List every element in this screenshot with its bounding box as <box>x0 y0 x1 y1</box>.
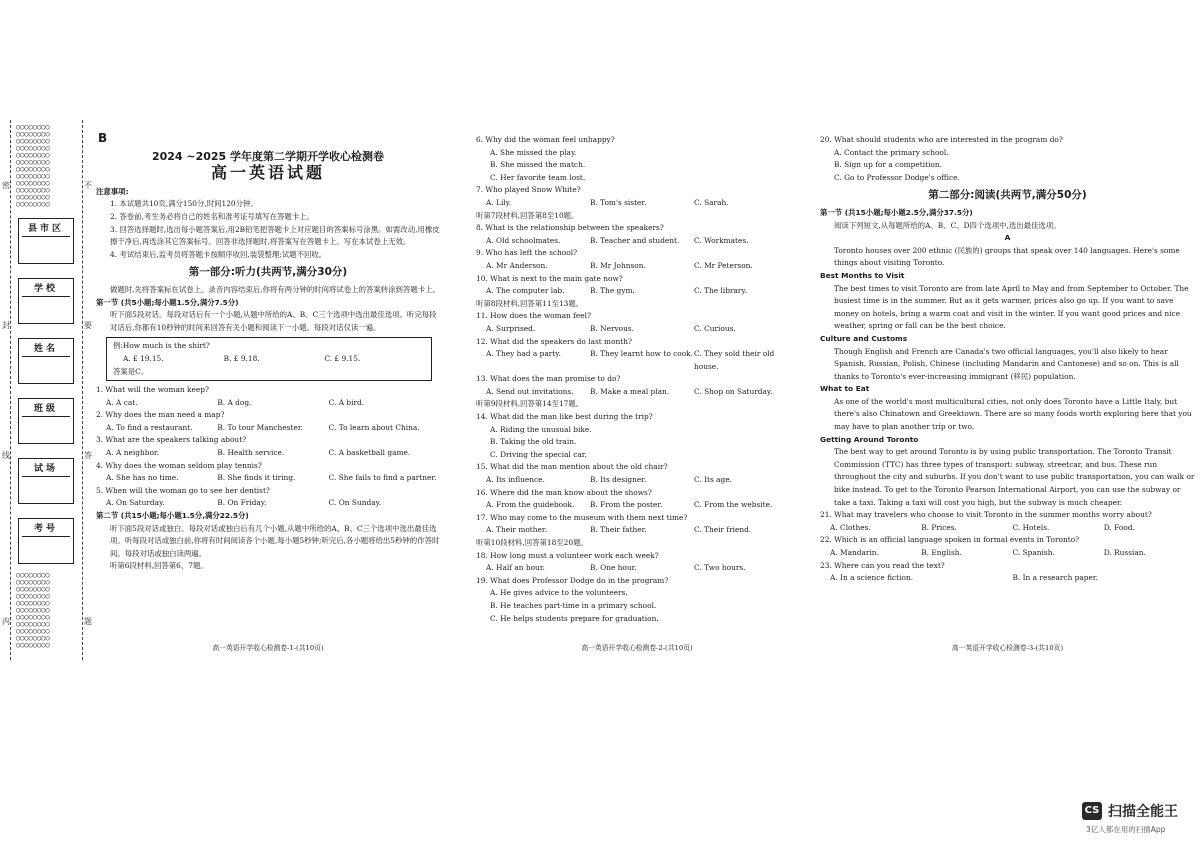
option: A. Old schoolmates. <box>486 235 561 245</box>
options-row <box>476 499 798 512</box>
page-1-footer: 高一英语开学收心检测卷-1-(共10页) <box>212 644 324 652</box>
option: A. He gives advice to the volunteers. <box>490 588 628 598</box>
option: C. The library. <box>694 286 747 296</box>
version-mark: B <box>98 131 108 145</box>
question-2: 2. Why does the man need a map? <box>96 410 225 420</box>
question-5: 5. When will the woman go to see her dentist? <box>96 485 270 495</box>
binding-dashed-line-inner <box>82 120 83 660</box>
question-line: 14. What did the man like best during the trip? <box>476 412 653 422</box>
note-item: 2. 答卷前,考生务必将自己的姓名和准考证号填写在答题卡上。 <box>110 211 314 221</box>
answer-bubbles-top: ○○○○○○○○ ○○○○○○○○ ○○○○○○○○ ○○○○○○○○ ○○○○○○○○ ○○○○○○○○ ○○○○○○○○ ○○○○○○○○ ○○○○○○○○ ○○○○○○○○ ○○○○○○○○ ○○○○○○○○ <box>16 124 50 208</box>
name-box <box>18 338 74 384</box>
passage-paragraph: The best way to get around Toronto is by using public transportation. The Toronto Transit Commission (TTC) has three types of transport: subway, streetcar, and bus. These run throughout the city and suburbs. If you don't want to use public transportation, you can walk or bike instead. To get to the Toronto Pearson International Airport, you can use the subway or take a taxi. Taking a taxi will cost you high, but the subway is much cheaper. <box>834 447 1195 507</box>
option: B. Sign up for a competition. <box>834 160 942 170</box>
question-20: 20. What should students who are interested in the program do? <box>820 135 1063 144</box>
question-22-options <box>820 547 1195 560</box>
example-answer: 答案是C。 <box>113 366 149 376</box>
option: C. Its age. <box>694 475 732 485</box>
passage-heading: What to Eat <box>820 384 870 394</box>
answer-bubbles-bottom: ○○○○○○○○ ○○○○○○○○ ○○○○○○○○ ○○○○○○○○ ○○○○○○○○ ○○○○○○○○ ○○○○○○○○ ○○○○○○○○ ○○○○○○○○ ○○○○○○○○ ○○○○○○○○ <box>16 572 50 649</box>
option: B. Prices. <box>921 522 957 532</box>
question-line: 11. How does the woman feel? <box>476 311 591 321</box>
class-box <box>18 398 74 444</box>
option: C. From the website. <box>694 500 773 510</box>
name-label: 姓名 <box>33 344 58 354</box>
binding-strip <box>0 120 92 660</box>
section-2-intro: 听下面5段对话或独白。每段对话或独白后有几个小题,从题中所给的A、B、C三个选项中选出最佳选项。听每段对话或独白前,你将有时间阅读各个小题,每小题5秒钟;听完后,各小题将给出5秒钟的作答时间。每段对话或独白读两遍。 <box>110 523 440 558</box>
options-row <box>476 524 798 537</box>
page-3-column <box>820 135 1195 585</box>
question-23: 23. Where can you read the text? <box>820 560 945 570</box>
question-21: 21. What may travelers who choose to visit Toronto in the summer months worry about? <box>820 510 1152 520</box>
option: B. Its designer. <box>590 475 647 485</box>
option: A. The computer lab. <box>486 286 565 296</box>
passage-label: A <box>1004 233 1011 243</box>
question-line: 听第10段材料,回答第18至20题。 <box>476 538 588 547</box>
part-2-title: 第二部分:阅读(共两节,满分50分) <box>928 189 1087 202</box>
question-21-options <box>820 522 1195 535</box>
options-row <box>476 235 798 248</box>
question-line: 10. What is next to the main gate now? <box>476 273 623 283</box>
option: B. On Friday. <box>217 498 267 508</box>
option: B. She missed the match. <box>490 160 586 170</box>
exam-room-box <box>18 458 74 504</box>
option: C. She fails to find a partner. <box>328 473 437 483</box>
question-line: 9. Who has left the school? <box>476 248 578 258</box>
seal-mark-1: 密 <box>2 181 10 190</box>
option: B. Their father. <box>590 525 647 535</box>
exam-title: 2024 ~2025 学年度第二学期开学收心检测卷 <box>151 149 385 163</box>
part-1-intro: 做题时,先将答案标在试卷上。录音内容结束后,你将有两分钟的时间将试卷上的答案转涂到答题卡上。 <box>110 284 440 294</box>
question-22: 22. Which is an official language spoken in formal events in Toronto? <box>820 535 1080 545</box>
option: C. Shop on Saturday. <box>694 386 773 396</box>
option: C. Their friend. <box>694 525 752 535</box>
section-1-intro: 听下面5段对话。每段对话后有一个小题,从题中所给的A、B、C三个选项中选出最佳选项。听完每段对话后,你都有10秒钟的时间来回答有关小题和阅读下一小题。每段对话仅读一遍。 <box>110 310 437 332</box>
option: A. Mr Anderson. <box>486 260 548 270</box>
option: A. Lily. <box>486 197 512 207</box>
question-line: 6. Why did the woman feel unhappy? <box>476 135 615 144</box>
option: B. They learnt how to cook. <box>590 349 693 359</box>
passage-paragraph: The best times to visit Toronto are from late April to May and from September to October. The busiest time is in the summer. But as it gets warmer, prices also go up. If you want to save money on hotels, bring a warm coat and visit in the winter. If you want good prices and nice weather, spring or fall can be the best choice. <box>834 283 1189 331</box>
question-line: 7. Who played Snow White? <box>476 185 581 195</box>
option: B. He teaches part-time in a primary school. <box>490 600 657 610</box>
option: B. One hour. <box>590 563 637 573</box>
exam-number-label: 考号 <box>33 524 58 534</box>
option: B. To tour Manchester. <box>217 422 303 432</box>
options-row <box>476 323 798 336</box>
question-4: 4. Why does the woman seldom play tennis? <box>96 460 262 470</box>
options-row <box>476 474 798 487</box>
seal-mark-8: 题 <box>84 617 92 626</box>
county-box <box>18 218 74 264</box>
seal-mark-3: 线 <box>2 451 10 460</box>
reading-section-1-title: 第一节 (共15小题;每小题2.5分,满分37.5分) <box>820 207 973 217</box>
question-1-options <box>96 397 440 410</box>
question-line: 听第8段材料,回答第11至13题。 <box>476 298 584 308</box>
option: B. From the poster. <box>590 500 663 510</box>
option: A. A cat. <box>106 397 138 407</box>
options-row <box>476 562 798 575</box>
option: C. He helps students prepare for graduation. <box>490 613 659 623</box>
option: B. Tom's sister. <box>590 197 647 207</box>
option: C. Mr Peterson. <box>694 260 753 270</box>
option: D. Russian. <box>1103 548 1146 557</box>
passage-heading: Best Months to Visit <box>820 270 905 280</box>
option: C. Driving the special car. <box>490 449 587 459</box>
notes-title: 注意事项: <box>96 186 129 196</box>
seal-mark-2: 封 <box>2 321 10 330</box>
option: B. A dog. <box>217 397 252 407</box>
county-label: 县市区 <box>27 224 64 234</box>
brand-tagline: 3亿人都在用的扫描App <box>1086 825 1166 834</box>
example-option: C. £ 9.15. <box>324 353 361 363</box>
question-line: 19. What does Professor Dodge do in the program? <box>476 575 669 585</box>
option: A. On Saturday. <box>106 498 165 508</box>
seal-mark-4: 内 <box>2 617 10 626</box>
question-line: 听第7段材料,回答第8至10题。 <box>476 210 579 220</box>
option: C. A bird. <box>328 397 365 407</box>
option: A. In a science fiction. <box>830 573 914 583</box>
seal-mark-5: 不 <box>84 181 92 190</box>
option: A. To find a restaurant. <box>106 422 193 432</box>
option: A. Mandarin. <box>830 548 879 557</box>
note-item: 3. 回答选择题时,选出每小题答案后,用2B铅笔把答题卡上对应题目的答案标号涂黑。如需改动,用橡皮擦干净后,再选涂其它答案标号。回答非选择题时,将答案写在答题卡上。写在本试卷上无效。 <box>110 224 440 247</box>
options-row <box>476 260 798 273</box>
reading-section-1-intro: 阅读下列短文,从每题所给的A、B、C、D四个选项中,选出最佳选项。 <box>834 220 1061 230</box>
binding-dashed-line <box>10 120 11 660</box>
option: C. Go to Professor Dodge's office. <box>834 172 960 182</box>
seal-mark-7: 答 <box>84 451 92 460</box>
note-item: 1. 本试题共10页,满分150分,时间120分钟。 <box>110 199 258 209</box>
part-1-title: 第一部分:听力(共两节,满分30分) <box>188 266 348 279</box>
option: A. A neighbor. <box>106 448 159 458</box>
option: A. She missed the play. <box>490 147 577 157</box>
option: C. On Sunday. <box>328 498 382 508</box>
option: A. From the guidebook. <box>486 500 575 510</box>
question-line: 13. What does the man promise to do? <box>476 374 621 384</box>
brand-name: 扫描全能王 <box>1108 804 1178 820</box>
question-line: 18. How long must a volunteer work each week? <box>476 550 659 560</box>
options-row <box>476 197 798 210</box>
school-box <box>18 278 74 324</box>
question-2-options <box>96 422 440 435</box>
option: A. She has no time. <box>106 473 179 483</box>
option: A. Contact the primary school. <box>834 147 949 157</box>
question-23-options <box>820 572 1195 585</box>
scanner-watermark <box>1082 800 1194 840</box>
options-row <box>476 285 798 298</box>
option: B. She finds it tiring. <box>217 473 296 483</box>
option: B. Teacher and student. <box>590 235 680 245</box>
option: B. Nervous. <box>590 323 635 333</box>
exam-number-box <box>18 518 74 564</box>
question-line: 16. Where did the man know about the shows? <box>476 487 652 497</box>
passage-paragraph: As one of the world's most multicultural cities, not only does Toronto have a Little Italy, but there's also Chinatown and Greektown. There are so many foods worth exploring here that you may have to plan another trip or two. <box>834 396 1192 432</box>
example-options <box>113 353 425 366</box>
option: B. Taking the old train. <box>490 437 577 447</box>
seal-mark-6: 要 <box>84 321 92 330</box>
example-option: A. £ 19.15. <box>123 353 164 363</box>
option: A. Their mother. <box>486 525 547 535</box>
question-5-options <box>96 497 440 510</box>
passage-heading: Getting Around Toronto <box>820 434 919 444</box>
option: C. Two hours. <box>694 563 746 573</box>
option: C. They sold their old house. <box>694 349 775 371</box>
option: C. Hotels. <box>1012 522 1050 532</box>
option: A. Surprised. <box>486 323 536 333</box>
question-4-options <box>96 472 440 485</box>
question-line: 15. What did the man mention about the old chair? <box>476 462 668 472</box>
example-option: B. £ 9.18. <box>223 353 260 363</box>
option: A. They had a party. <box>486 349 561 359</box>
passage-paragraph: Though English and French are Canada's two official languages, you'll also likely to hear Spanish, Russian, Polish, Chinese (including Mandarin and Cantonese) and so on. This is all thanks to Toronto's ever-increasing immigrant (移民) population. <box>834 346 1179 381</box>
option: C. To learn about China. <box>328 422 420 432</box>
option: D. Food. <box>1103 522 1135 532</box>
example-question: 例:How much is the shirt? <box>113 341 210 351</box>
options-row <box>476 386 798 399</box>
note-item: 4. 考试结束后,监考员将答题卡按顺序收回,装袋整理;试题不回收。 <box>110 249 327 259</box>
question-line: 17. Who may come to the museum with them next time? <box>476 512 688 522</box>
question-line: 12. What did the speakers do last month? <box>476 336 632 346</box>
option: B. The gym. <box>590 286 635 296</box>
option: A. Half an hour. <box>486 563 545 573</box>
option: B. Make a meal plan. <box>590 386 670 396</box>
passage-heading: Culture and Customs <box>820 333 908 343</box>
option: A. Clothes. <box>830 522 871 532</box>
section-1-title: 第一节 (共5小题;每小题1.5分,满分7.5分) <box>96 297 239 307</box>
option: C. Sarah. <box>694 197 729 207</box>
option: C. Her favorite team lost. <box>490 172 586 182</box>
question-line: 听第9段材料,回答第14至17题。 <box>476 399 584 409</box>
example-box <box>106 337 432 381</box>
camscanner-logo-icon: CS <box>1082 802 1102 820</box>
page-2-footer: 高一英语开学收心检测卷-2-(共10页) <box>581 644 693 652</box>
option: C. Curious. <box>694 323 736 333</box>
option: C. Spanish. <box>1012 548 1055 557</box>
question-line: 8. What is the relationship between the speakers? <box>476 223 664 233</box>
question-3: 3. What are the speakers talking about? <box>96 435 247 445</box>
page-1-column <box>96 131 440 573</box>
option: B. Health service. <box>217 448 285 458</box>
options-row <box>476 348 798 373</box>
option: A. Send out invitations. <box>486 386 574 396</box>
passage-paragraph: Toronto houses over 200 ethnic (民族的) groups that speak over 140 languages. Here's some things about visiting Toronto. <box>834 245 1180 268</box>
question-1: 1. What will the woman keep? <box>96 385 209 395</box>
page-3-footer: 高一英语开学收心检测卷-3-(共10页) <box>951 644 1064 652</box>
class-label: 班级 <box>33 404 58 414</box>
option: C. A basketball game. <box>328 448 411 458</box>
option: B. English. <box>921 548 962 557</box>
listening-material-6: 听第6段材料,回答第6、7题。 <box>110 561 208 571</box>
section-2-title: 第二节 (共15小题;每小题1.5分,满分22.5分) <box>96 511 249 521</box>
school-label: 学校 <box>33 284 58 294</box>
exam-room-label: 试场 <box>33 464 58 474</box>
option: C. Workmates. <box>694 235 749 245</box>
option: A. Riding the unusual bike. <box>490 424 592 434</box>
page-2-column <box>476 135 798 625</box>
question-3-options <box>96 447 440 460</box>
subject-title: 高一英语试题 <box>210 163 325 183</box>
option: A. Its influence. <box>486 475 545 485</box>
option: B. In a research paper. <box>1012 573 1098 583</box>
option: B. Mr Johnson. <box>590 260 646 270</box>
